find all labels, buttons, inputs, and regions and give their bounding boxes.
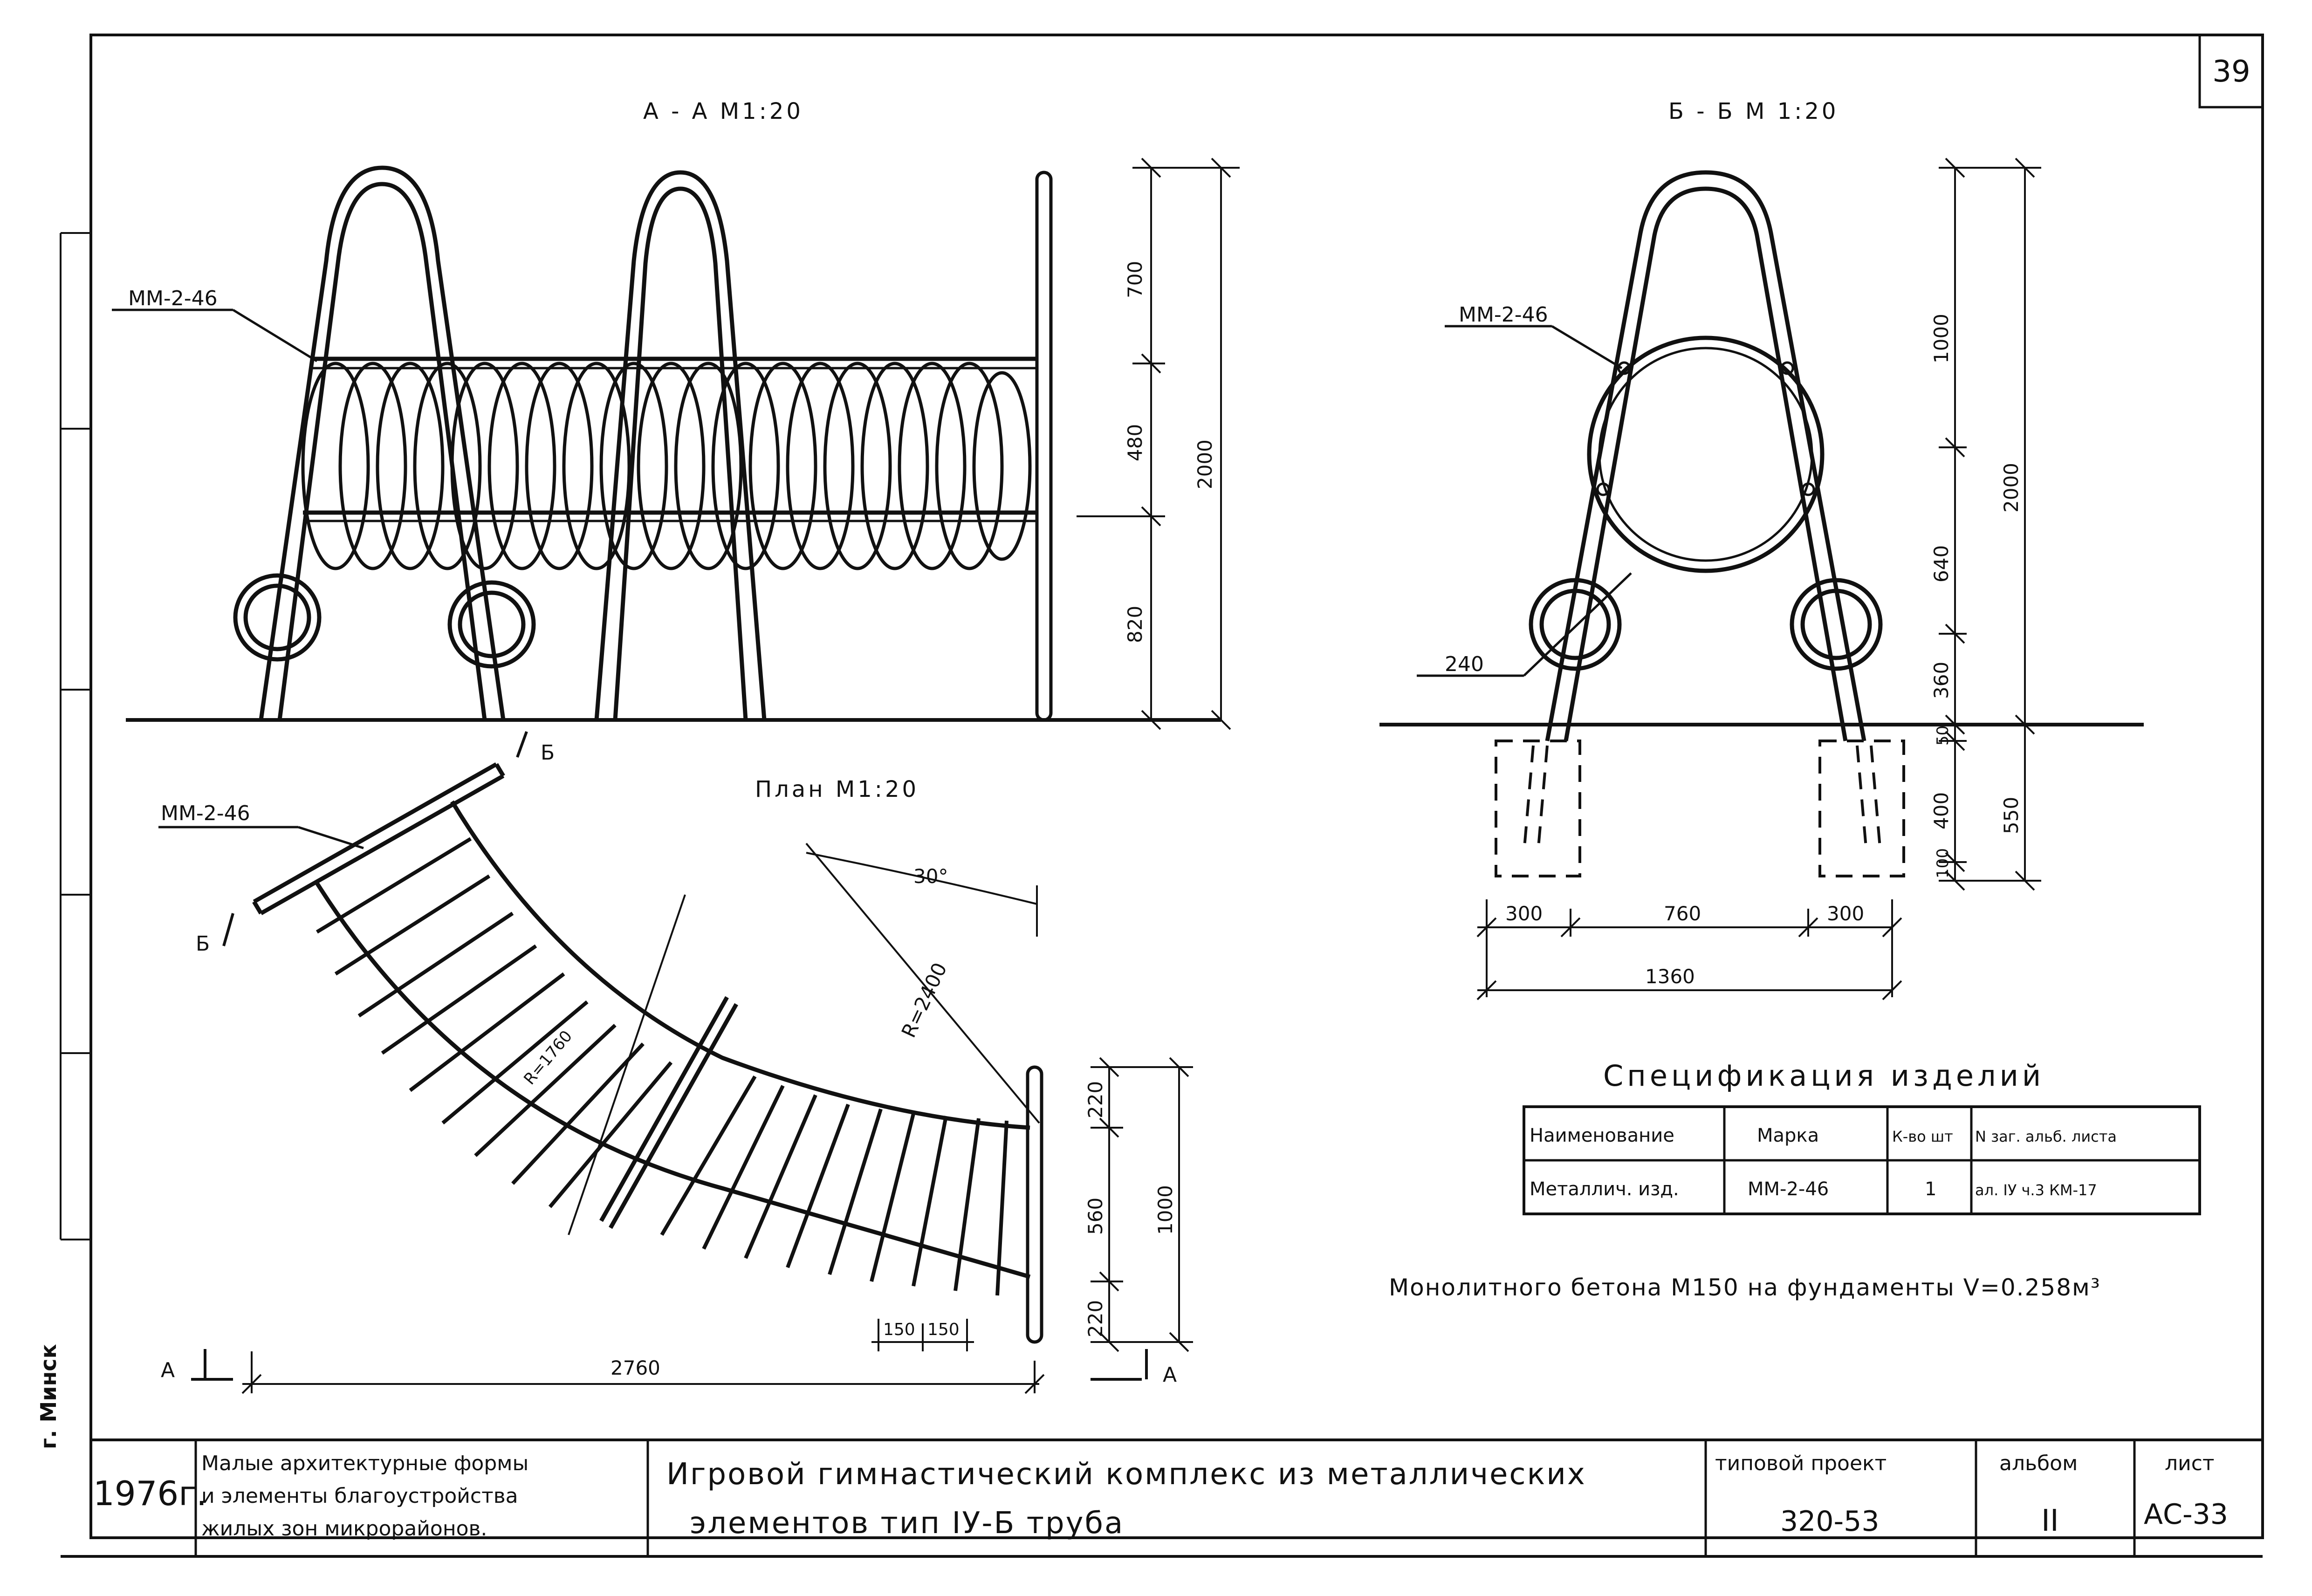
plan-length: 2760 <box>611 1356 660 1379</box>
plan-dim-150-b: 150 <box>927 1320 960 1339</box>
cut-b-top-arrow <box>517 732 527 757</box>
arch-frame-bb-inner <box>1566 189 1845 741</box>
spec-h-qty: К-во шт <box>1892 1128 1953 1145</box>
tb-album-value: II <box>2041 1504 2059 1538</box>
tube-ring-bb-inner <box>1599 348 1812 561</box>
plan-end-post <box>1028 1067 1042 1342</box>
plan-radius-inner: R=1760 <box>520 1027 576 1089</box>
dim-640: 640 <box>1930 545 1953 582</box>
tb-sheet-label: лист <box>2165 1452 2215 1475</box>
plan-top-bar-end2 <box>496 764 503 776</box>
dimension-lines-bb-v <box>1939 158 2041 890</box>
plan-view <box>158 732 1193 1393</box>
plan-dim-220-top: 220 <box>1084 1081 1107 1118</box>
plan-dim-220-bottom: 220 <box>1084 1300 1107 1337</box>
section-bb-title: Б - Б М 1:20 <box>1668 98 1839 124</box>
plan-dim-560: 560 <box>1084 1197 1107 1235</box>
dim-50: 50 <box>1934 725 1952 746</box>
end-post <box>1037 172 1051 720</box>
dim-1360: 1360 <box>1645 965 1695 988</box>
cut-a-left: А <box>161 1358 175 1382</box>
spec-h-sheet: N заг. альб. листа <box>1975 1128 2117 1145</box>
city-label: г. Минск <box>36 1344 61 1449</box>
dim-820: 820 <box>1124 605 1146 643</box>
concrete-note: Монолитного бетона М150 на фундаменты V=0.258м³ <box>1389 1274 2101 1301</box>
cut-a-right: А <box>1163 1363 1177 1387</box>
dim-1000-bb: 1000 <box>1930 314 1953 363</box>
spec-h-mark: Марка <box>1757 1125 1819 1146</box>
plan-bar-mid <box>601 997 736 1228</box>
cut-b-bottom-arrow <box>224 913 233 946</box>
plan-angle: 30° <box>913 865 948 888</box>
section-bb-view <box>1379 98 2144 1000</box>
plan-top-bar-end <box>254 902 261 913</box>
section-aa-view <box>112 98 1240 729</box>
dim-480: 480 <box>1124 424 1146 461</box>
foundations-bb <box>1496 741 1904 876</box>
tb-year: 1976г. <box>93 1474 207 1513</box>
tb-drawing-title-2: элементов тип IУ-Б труба <box>690 1506 1125 1541</box>
tb-album-title-2: и элементы благоустройства <box>201 1484 518 1508</box>
mark-label-plan: ММ-2-46 <box>161 801 250 825</box>
tube-spiral-rings <box>303 363 1030 569</box>
mark-label-aa: ММ-2-46 <box>128 287 218 310</box>
tyre-rings-bb <box>1531 580 1880 669</box>
tb-project-label: типовой проект <box>1715 1452 1887 1475</box>
arch-frame-left <box>261 168 503 720</box>
spec-h-name: Наименование <box>1530 1125 1674 1146</box>
dim-760: 760 <box>1664 902 1701 925</box>
spec-c-qty: 1 <box>1925 1178 1937 1200</box>
tb-album-title-3: жилых зон микрорайонов. <box>201 1517 487 1541</box>
plan-dim-150-a: 150 <box>883 1320 915 1339</box>
tb-project-value: 320-53 <box>1780 1505 1880 1538</box>
cut-b-top: Б <box>541 741 555 765</box>
spec-title: Спецификация изделий <box>1603 1059 2045 1093</box>
dim-300-right: 300 <box>1827 902 1865 925</box>
plan-title: План М1:20 <box>755 776 919 802</box>
plan-rungs <box>317 839 1007 1295</box>
spec-c-sheet: ал. IУ ч.3 КМ-17 <box>1975 1181 2097 1199</box>
plan-dim-1000: 1000 <box>1154 1185 1177 1235</box>
dim-550: 550 <box>2000 796 2023 834</box>
dim-2000-bb: 2000 <box>2000 463 2023 513</box>
dim-300-left: 300 <box>1505 902 1543 925</box>
leader-mark-bb-tail <box>1552 326 1622 368</box>
tb-drawing-title-1: Игровой гимнастический комплекс из металлических <box>666 1457 1586 1492</box>
dim-2000-aa: 2000 <box>1194 439 1216 489</box>
leader-mark-plan-tail <box>298 827 364 848</box>
mark-label-bb: ММ-2-46 <box>1459 303 1548 327</box>
dimension-lines-plan <box>242 1058 1193 1393</box>
dim-700: 700 <box>1124 260 1146 298</box>
spec-c-mark: ММ-2-46 <box>1748 1178 1829 1200</box>
plan-radius: R=2400 <box>897 959 952 1041</box>
dim-400: 400 <box>1930 792 1953 829</box>
arch-frame-bb <box>1547 172 1864 741</box>
tb-album-title-1: Малые архитектурные формы <box>201 1452 529 1475</box>
dim-100: 100 <box>1934 848 1952 878</box>
ring-label-bb: 240 <box>1445 652 1484 676</box>
sheet-number: 39 <box>2212 55 2250 89</box>
cut-b-bottom: Б <box>196 932 210 956</box>
dim-360: 360 <box>1930 661 1953 699</box>
spec-table <box>1389 1059 2200 1301</box>
tb-sheet-value: АС-33 <box>2144 1498 2228 1531</box>
section-aa-title: А - А М1:20 <box>643 98 803 124</box>
tb-album-label: альбом <box>1999 1452 2078 1475</box>
leader-mark-aa-tail <box>233 310 317 361</box>
spec-c-name: Металлич. изд. <box>1530 1178 1679 1200</box>
